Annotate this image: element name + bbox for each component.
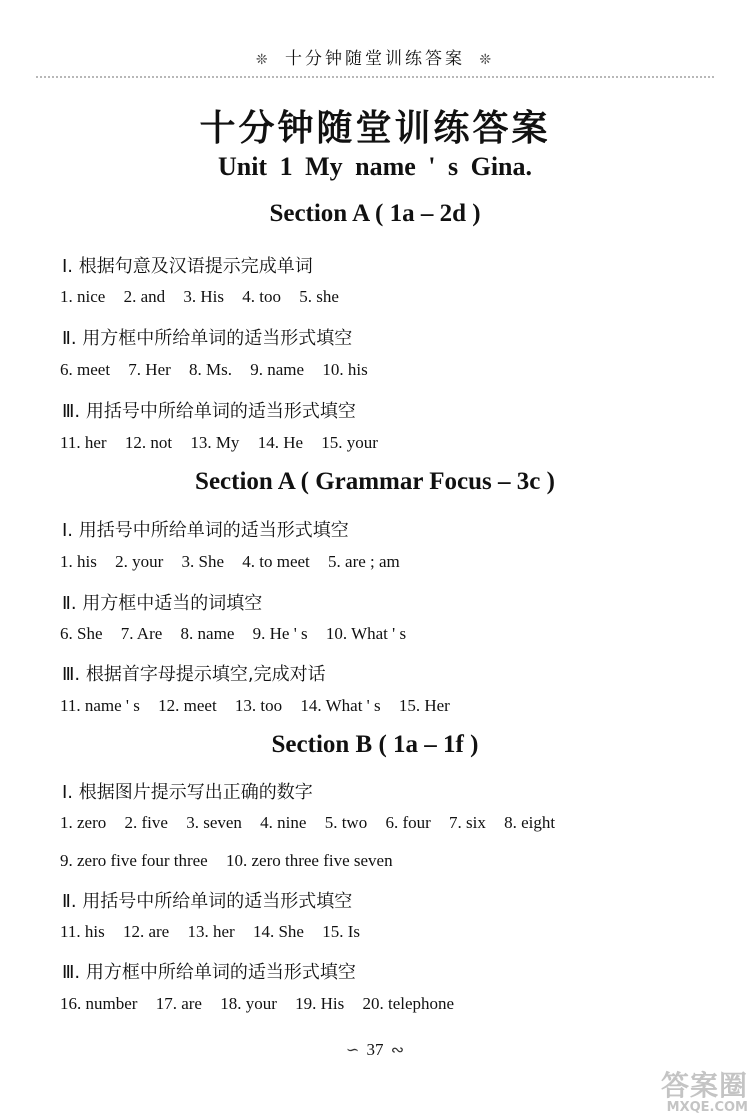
section-title: Section B ( 1a – 1f ): [271, 731, 479, 758]
answer: 5. two: [324, 813, 368, 832]
watermark-logo: 答案圈: [660, 1069, 748, 1102]
ornament-icon-left: ❊: [255, 52, 271, 68]
answer: 1. nice: [60, 287, 106, 306]
ornament-icon-right: ❊: [479, 52, 495, 68]
answer: 3. She: [181, 552, 225, 571]
answer: 8. name: [180, 624, 235, 643]
page-number-value: 37: [366, 1040, 384, 1059]
question-heading: Ⅱ. 用括号中所给单词的适当形式填空: [62, 891, 353, 912]
answer: 12. meet: [158, 696, 217, 715]
section-title: Section A ( Grammar Focus – 3c ): [195, 468, 555, 495]
answer: 15. your: [321, 433, 378, 452]
answer: 10. his: [322, 360, 368, 379]
page-number: [0, 1040, 750, 1060]
answer: 11. her: [60, 433, 107, 452]
answer: 1. his: [60, 552, 97, 571]
answer: 5. are ; am: [328, 552, 400, 571]
answer: 12. not: [124, 433, 173, 452]
answer: 15. Her: [398, 696, 450, 715]
answer-line: [60, 851, 407, 871]
answer: 16. number: [60, 994, 138, 1013]
question-heading: Ⅰ. 根据句意及汉语提示完成单词: [62, 256, 313, 277]
flourish-icon-left: ∽: [345, 1042, 360, 1059]
answer: 10. zero three five seven: [225, 851, 393, 870]
header-divider: [36, 76, 714, 78]
question-heading: Ⅲ. 用方框中所给单词的适当形式填空: [62, 962, 356, 983]
running-header: [0, 44, 750, 69]
answer-line: [60, 360, 382, 380]
section-title: Section A ( 1a – 2d ): [269, 200, 481, 227]
unit-title: Unit 1 My name ' s Gina.: [217, 152, 533, 181]
answer: 20. telephone: [362, 994, 455, 1013]
answer-line: [60, 813, 569, 833]
answer: 14. She: [252, 922, 304, 941]
answer: 6. four: [385, 813, 431, 832]
answer: 17. are: [155, 994, 202, 1013]
watermark: [608, 1069, 748, 1116]
running-header-title: 十分钟随堂训练答案: [285, 49, 465, 69]
answer: 4. nine: [260, 813, 307, 832]
answer: 10. What ' s: [325, 624, 407, 643]
answer-line: [60, 994, 468, 1014]
answer-line: [60, 922, 374, 942]
answer: 7. six: [449, 813, 486, 832]
answer: 11. name ' s: [60, 696, 140, 715]
answer-line: [60, 552, 414, 572]
flourish-icon-right: ∾: [390, 1042, 405, 1059]
answer: 2. five: [124, 813, 168, 832]
answer: 8. eight: [504, 813, 556, 832]
answer: 4. to meet: [242, 552, 310, 571]
answer: 13. My: [190, 433, 240, 452]
answer: 6. meet: [60, 360, 111, 379]
question-heading: Ⅲ. 根据首字母提示填空,完成对话: [62, 664, 326, 685]
answer: 9. zero five four three: [60, 851, 208, 870]
answer-line: [60, 624, 420, 644]
answer: 7. Her: [128, 360, 171, 379]
question-heading: Ⅰ. 根据图片提示写出正确的数字: [62, 782, 313, 803]
answer: 15. Is: [322, 922, 360, 941]
question-heading: Ⅱ. 用方框中适当的词填空: [62, 593, 263, 614]
answer: 9. He ' s: [252, 624, 308, 643]
watermark-url: MXQE.COM: [666, 1100, 748, 1115]
answer: 3. seven: [186, 813, 242, 832]
question-heading: Ⅱ. 用方框中所给单词的适当形式填空: [62, 328, 353, 349]
answer: 5. she: [299, 287, 339, 306]
answer: 4. too: [242, 287, 281, 306]
answer: 12. are: [122, 922, 170, 941]
question-heading: Ⅰ. 用括号中所给单词的适当形式填空: [62, 520, 349, 541]
answer: 14. He: [257, 433, 304, 452]
page-title: 十分钟随堂训练答案: [199, 108, 551, 149]
answer-line: [60, 433, 392, 453]
question-heading: Ⅲ. 用括号中所给单词的适当形式填空: [62, 401, 356, 422]
answer: 3. His: [183, 287, 224, 306]
answer-line: [60, 287, 353, 307]
answer: 6. She: [60, 624, 103, 643]
answer: 19. His: [295, 994, 345, 1013]
answer: 13. her: [187, 922, 235, 941]
answer: 14. What ' s: [300, 696, 381, 715]
answer: 9. name: [250, 360, 305, 379]
answer: 1. zero: [60, 813, 107, 832]
answer: 18. your: [220, 994, 277, 1013]
answer: 8. Ms.: [189, 360, 233, 379]
answer-line: [60, 696, 464, 716]
answer: 13. too: [234, 696, 283, 715]
answer: 7. Are: [120, 624, 163, 643]
answer: 2. your: [115, 552, 164, 571]
answer: 2. and: [123, 287, 166, 306]
answer: 11. his: [60, 922, 105, 941]
